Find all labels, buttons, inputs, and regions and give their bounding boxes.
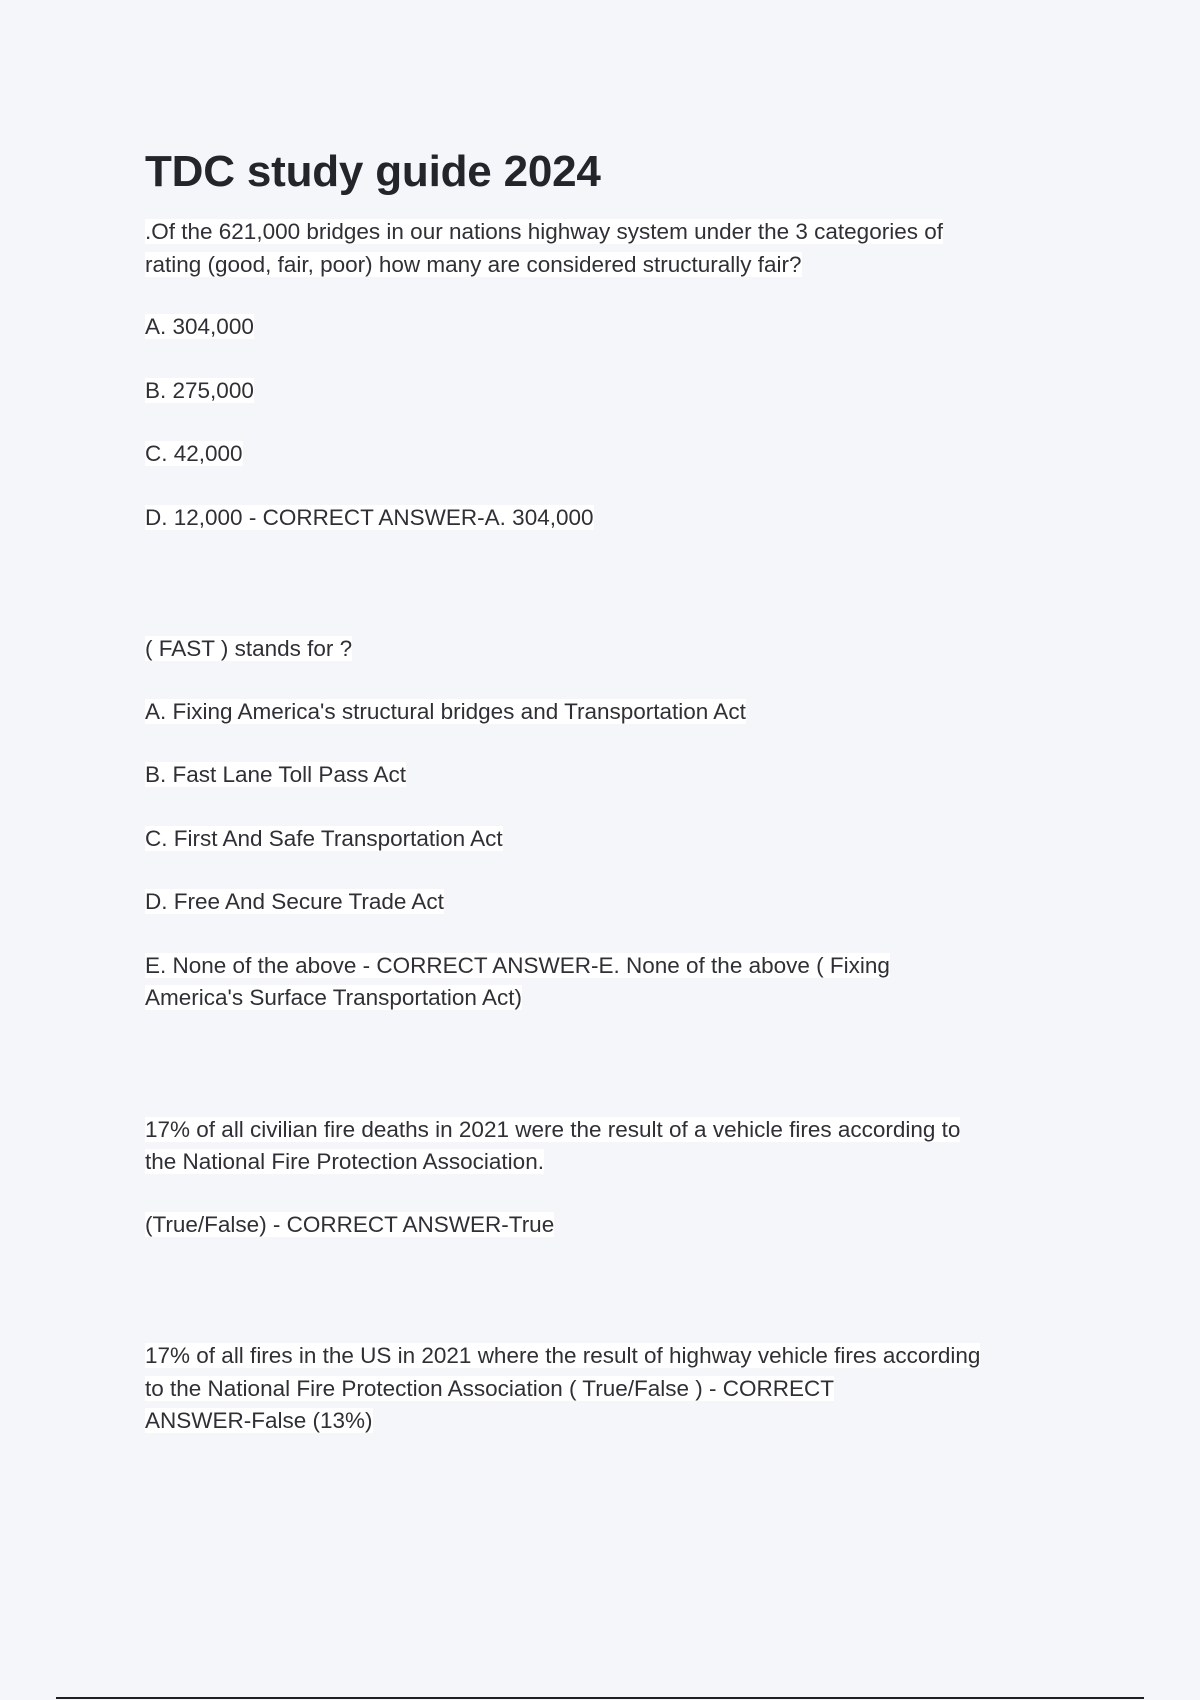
answer-option-line: D. 12,000 - CORRECT ANSWER-A. 304,000 [145,504,594,530]
page-bottom-divider [56,1697,1144,1699]
question-text [145,216,1065,281]
question-block [145,216,1065,534]
question-block [145,1340,1065,1438]
answer-option-line: E. None of the above - CORRECT ANSWER-E. None of the above ( Fixing [145,952,890,978]
question-text [145,1114,1065,1179]
answer-option-line: D. Free And Secure Trade Act [145,889,444,914]
answer-option [145,438,1065,471]
answer-option [145,823,1065,856]
answer-option [145,886,1065,919]
answer-option-line: C. 42,000 [145,441,243,466]
answer-option [145,696,1065,729]
question-text [145,1340,1065,1438]
answer-option-line: A. Fixing America's structural bridges and Transportation Act [145,698,746,724]
question-text-line: ( FAST ) stands for ? [145,636,353,661]
answer-option-line: C. First And Safe Transportation Act [145,825,503,851]
question-spacer [145,1241,1065,1340]
answer-option-line: A. 304,000 [145,314,254,339]
answer-option-correct [145,502,1065,535]
answer-option-line: (True/False) - CORRECT ANSWER-True [145,1211,555,1237]
question-block [145,633,1065,1015]
question-text [145,633,1065,666]
answer-option-correct [145,1209,1065,1242]
answer-option-line: B. 275,000 [145,377,254,403]
question-text-line: rating (good, fair, poor) how many are considered structurally fair? [145,251,802,277]
answer-option [145,375,1065,408]
answer-option-line: B. Fast Lane Toll Pass Act [145,762,406,787]
document-title: TDC study guide 2024 [145,147,601,196]
answer-option [145,759,1065,792]
document-page [145,140,1065,1438]
answer-option [145,311,1065,344]
question-block [145,1114,1065,1242]
question-text-line: to the National Fire Protection Association ( True/False ) - CORRECT [145,1375,834,1401]
answer-option-line: America's Surface Transportation Act) [145,985,522,1010]
question-text-line: ANSWER-False (13%) [145,1408,373,1433]
question-text-line: the National Fire Protection Association. [145,1149,544,1174]
question-text-line: 17% of all civilian fire deaths in 2021 were the result of a vehicle fires according to [145,1116,961,1142]
question-spacer [145,1015,1065,1114]
question-text-line: 17% of all fires in the US in 2021 where the result of highway vehicle fires according [145,1343,981,1368]
question-spacer [145,534,1065,633]
question-text-line: .Of the 621,000 bridges in our nations highway system under the 3 categories of [145,219,943,244]
answer-option-correct [145,950,1065,1015]
